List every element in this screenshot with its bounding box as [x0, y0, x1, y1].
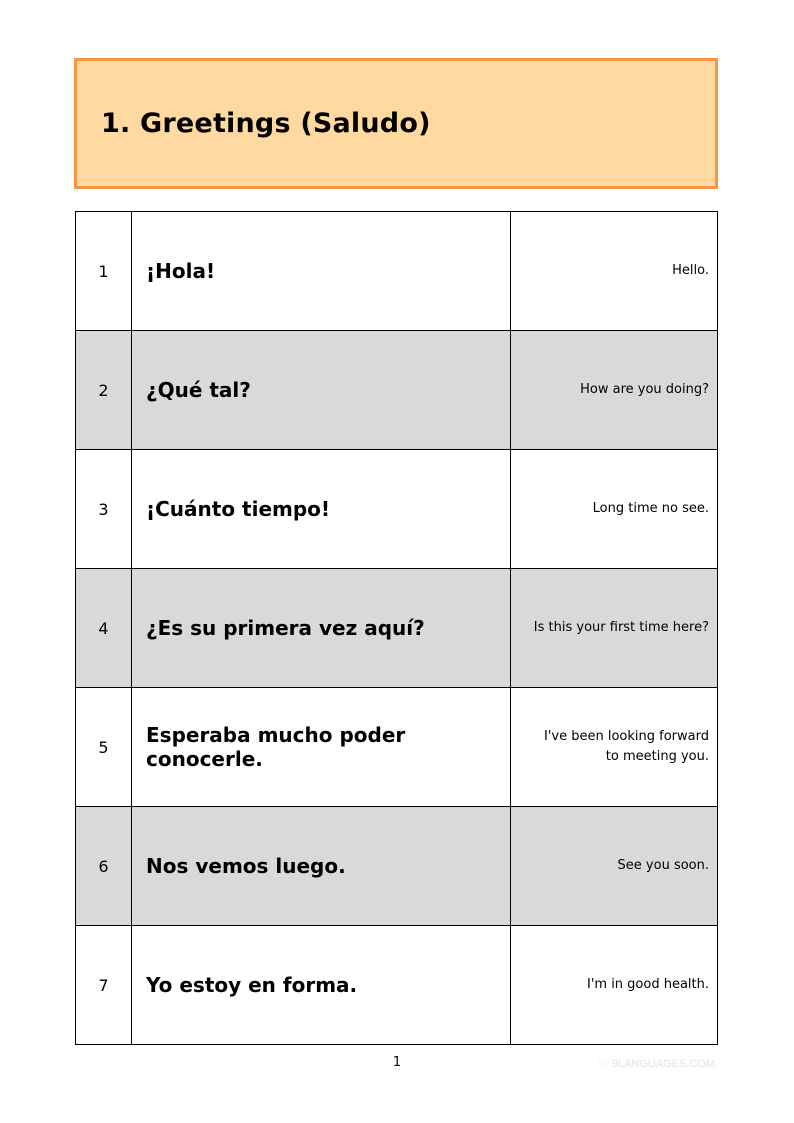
- page-number: 1: [392, 1055, 402, 1070]
- spanish-phrase: ¿Es su primera vez aquí?: [132, 569, 511, 687]
- spanish-phrase: ¡Hola!: [132, 212, 511, 330]
- spanish-phrase: Nos vemos luego.: [132, 807, 511, 925]
- watermark: ⓒ 9LANGUAGES.COM: [597, 1058, 715, 1070]
- english-translation: Long time no see.: [511, 450, 718, 568]
- page-title: 1. Greetings (Saludo): [101, 108, 431, 139]
- table-row: [76, 212, 718, 331]
- english-translation: How are you doing?: [511, 331, 718, 449]
- spanish-phrase: ¡Cuánto tiempo!: [132, 450, 511, 568]
- english-translation: Hello.: [511, 212, 718, 330]
- spanish-phrase: Esperaba mucho poder conocerle.: [132, 688, 511, 806]
- row-number: 5: [76, 688, 132, 806]
- spanish-phrase: Yo estoy en forma.: [132, 926, 511, 1044]
- row-number: 1: [76, 212, 132, 330]
- english-translation: I'm in good health.: [511, 926, 718, 1044]
- english-translation: See you soon.: [511, 807, 718, 925]
- table-row: [76, 926, 718, 1045]
- row-number: 7: [76, 926, 132, 1044]
- title-banner: [74, 58, 718, 189]
- row-number: 6: [76, 807, 132, 925]
- table-row: [76, 688, 718, 807]
- table-row: [76, 450, 718, 569]
- table-row: [76, 569, 718, 688]
- english-translation: Is this your first time here?: [511, 569, 718, 687]
- spanish-phrase: ¿Qué tal?: [132, 331, 511, 449]
- table-row: [76, 807, 718, 926]
- phrase-table: [75, 211, 718, 1045]
- table-row: [76, 331, 718, 450]
- row-number: 2: [76, 331, 132, 449]
- english-translation: I've been looking forward to meeting you.: [511, 688, 718, 806]
- row-number: 3: [76, 450, 132, 568]
- row-number: 4: [76, 569, 132, 687]
